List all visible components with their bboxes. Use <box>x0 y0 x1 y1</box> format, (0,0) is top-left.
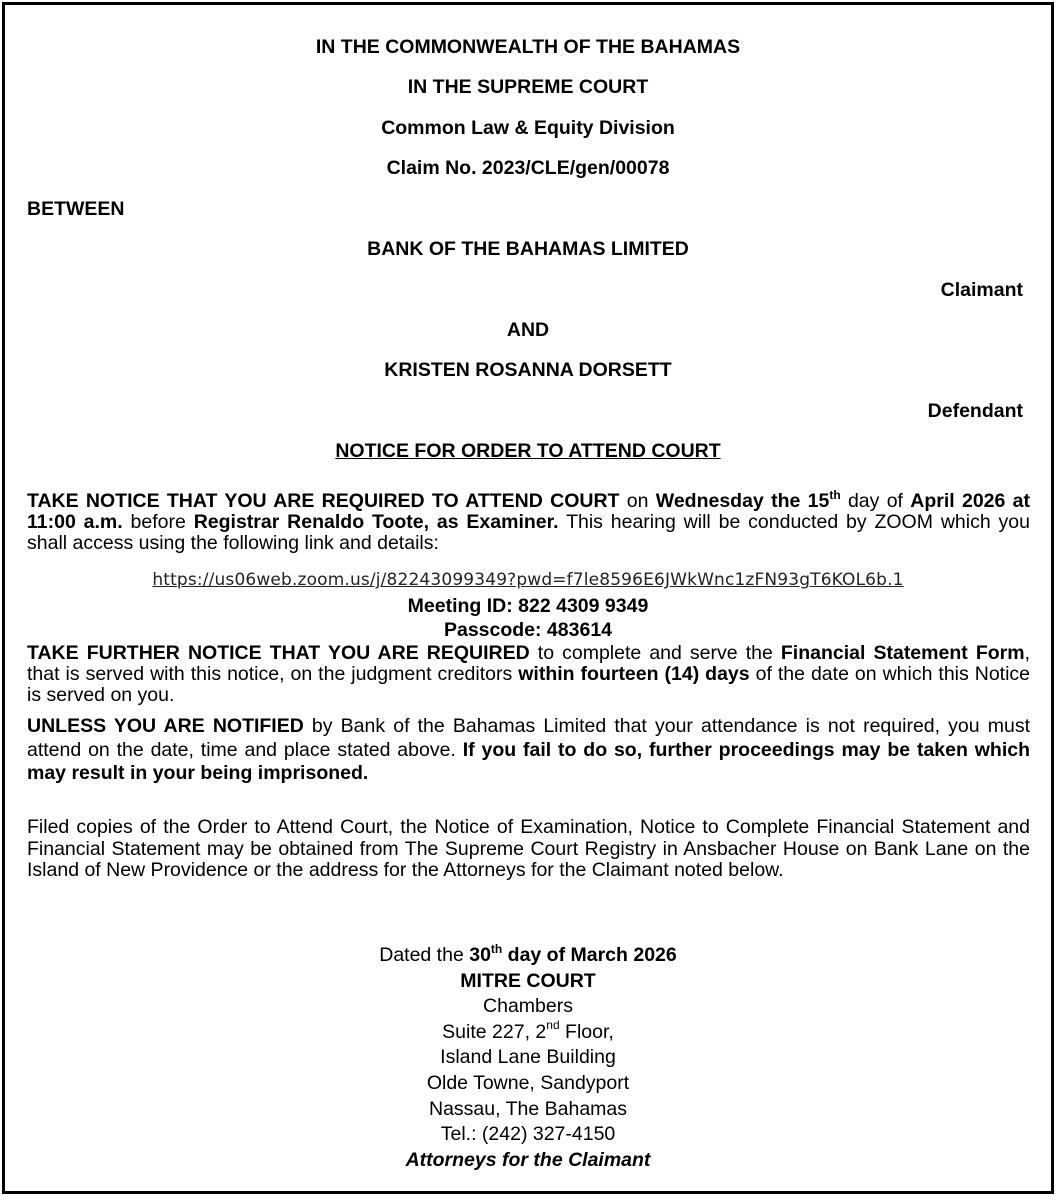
claimant-name: BANK OF THE BAHAMAS LIMITED <box>367 238 689 260</box>
notice-lead: TAKE NOTICE THAT YOU ARE REQUIRED TO ATTEND COURT <box>27 490 620 512</box>
defendant-name: KRISTEN ROSANNA DORSETT <box>384 359 672 381</box>
defendant-role: Defendant <box>927 400 1023 422</box>
notice-paragraph-1: TAKE NOTICE THAT YOU ARE REQUIRED TO ATTEND COURT on Wednesday the 15th day of April 2026 at 11:00 a.m. before Registrar Renaldo Toote, as Examiner. This hearing will be conducted by ZOOM which you shall access using the following link and details: <box>27 487 1030 555</box>
firm-building: Island Lane Building <box>440 1046 616 1069</box>
firm-name: MITRE COURT <box>460 969 596 992</box>
firm-suite: Suite 227, 2nd Floor, <box>442 1018 614 1043</box>
signature-block <box>5 943 1051 1173</box>
hearing-date: Wednesday the 15 <box>655 490 830 512</box>
notice-title <box>5 439 1051 463</box>
examiner-name: Registrar Renaldo Toote, as Examiner. <box>193 511 559 534</box>
attorneys-role: Attorneys for the Claimant <box>405 1148 651 1171</box>
notice-paragraph-2: TAKE FURTHER NOTICE THAT YOU ARE REQUIRED to complete and serve the Financial Statement Form, that is served with this notice, on the judgment creditors within fourteen (14) days of the date on which this Notice is served on you. <box>27 642 1031 707</box>
notice-title-text: NOTICE FOR ORDER TO ATTEND COURT <box>335 440 721 462</box>
zoom-link[interactable]: https://us06web.zoom.us/j/82243099349?pwd=f7le8596E6JWkWnc1zFN93gT6KOL6b.1 <box>152 570 904 590</box>
court-notice-page <box>2 2 1054 1194</box>
notice-paragraph-4: Filed copies of the Order to Attend Court, the Notice of Examination, Notice to Complete Financial Statement and Financial Statement may be obtained from The Supreme Court Registry in Ansbacher House on Bank Lane on the Island of New Providence or the address for the Attorneys for the Claimant noted below. <box>27 816 1030 881</box>
heading-division: Common Law & Equity Division <box>381 117 675 139</box>
meeting-id: Meeting ID: 822 4309 9349 <box>407 595 649 617</box>
passcode: Passcode: 483614 <box>443 619 613 641</box>
firm-chambers: Chambers <box>483 995 573 1018</box>
heading-court: IN THE SUPREME COURT <box>407 76 649 98</box>
notice-paragraph-3: UNLESS YOU ARE NOTIFIED by Bank of the Bahamas Limited that your attendance is not required, you must attend on the date, time and place stated above. If you fail to do so, further proceedings may be taken which may result in your being imprisoned. <box>27 715 1030 784</box>
zoom-link-line <box>5 568 1051 591</box>
firm-city: Nassau, The Bahamas <box>429 1097 627 1120</box>
between-label: BETWEEN <box>27 198 125 220</box>
warning-text: If you fail to do so, further proceedings may be taken which may result in your being imprisoned. <box>27 738 1030 784</box>
firm-telephone: Tel.: (242) 327-4150 <box>440 1123 616 1146</box>
hearing-time: April 2026 at 11:00 a.m. <box>27 490 1030 534</box>
heading-country: IN THE COMMONWEALTH OF THE BAHAMAS <box>315 36 741 58</box>
dated-line: Dated the 30th day of March 2026 <box>379 941 677 966</box>
claimant-role: Claimant <box>940 279 1023 301</box>
claim-number: Claim No. 2023/CLE/gen/00078 <box>386 157 670 179</box>
firm-area: Olde Towne, Sandyport <box>426 1071 630 1094</box>
and-label: AND <box>506 319 550 341</box>
